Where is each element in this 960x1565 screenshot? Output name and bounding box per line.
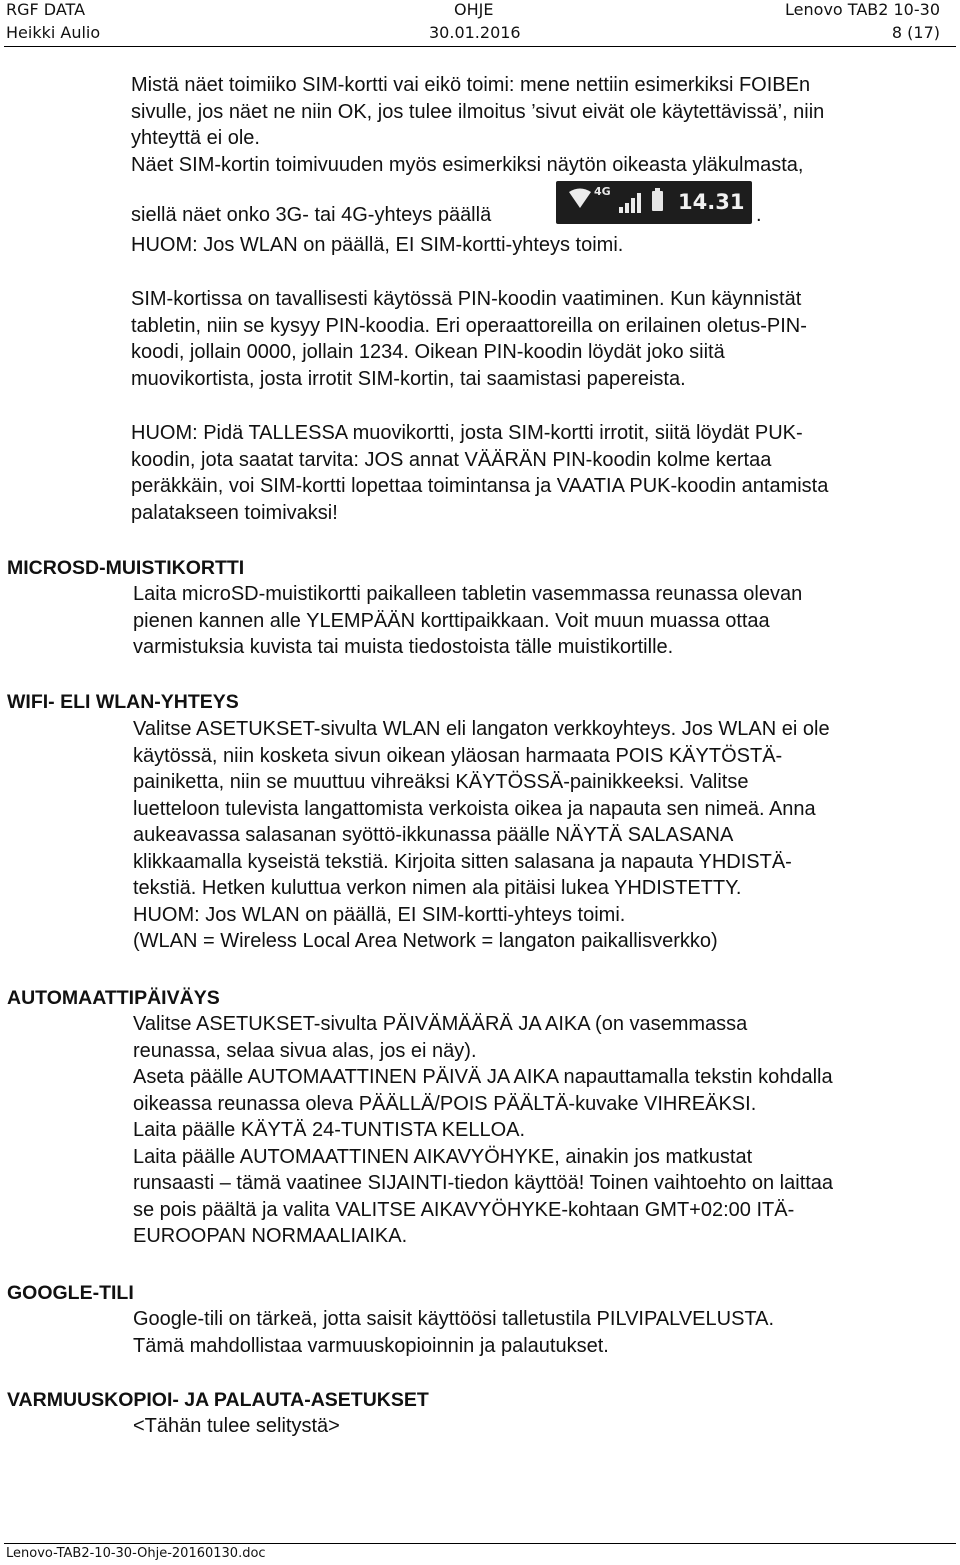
google-heading: GOOGLE-TILI bbox=[7, 1282, 134, 1304]
sim-status-text: siellä näet onko 3G- tai 4G-yhteys päällä bbox=[131, 204, 492, 226]
header-device: Lenovo TAB2 10-30 bbox=[785, 0, 940, 19]
microsd-text: Laita microSD-muistikortti paikalleen tabletin vasemmassa reunassa olevan pienen kannen alle YLEMPÄÄN korttipaikkaan. Voit muun muassa ottaa varmistuksia kuvista tai muista tiedostoista tälle muistikortille. bbox=[133, 583, 803, 658]
footer-divider bbox=[4, 1543, 956, 1544]
auto-date-text: Valitse ASETUKSET-sivulta PÄIVÄMÄÄRÄ JA AIKA (on vasemmassa reunassa, selaa sivua alas, jos ei näy). Aseta päälle AUTOMAATTINEN PÄIVÄ JA AIKA napauttamalla tekstin kohdalla oikeassa reunassa oleva PÄÄLLÄ/POIS PÄÄLTÄ-kuvake VIHREÄKSI. Laita päälle KÄYTÄ 24-TUNTISTA KELLOA. Laita päälle AUTOMAATTINEN AIKAVYÖHYKE, ainakin jos matkustat runsaasti – tämä vaatinee SIJAINTI-tiedon käyttöä! Toinen vaihtoehto on laittaa se pois päältä ja valita VALITSE AIKAVYÖHYKE-kohtaan GMT+02:00 ITÄ- EUROOPAN NORMAALIAIKA. bbox=[133, 1013, 834, 1247]
footer-filename: Lenovo-TAB2-10-30-Ohje-20160130.doc bbox=[6, 1546, 266, 1561]
backup-text: <Tähän tulee selitystä> bbox=[133, 1415, 340, 1437]
sim-intro-paragraph: Mistä näet toimiiko SIM-kortti vai eikö toimi: mene nettiin esimerkiksi FOIBEn sivulle, jos näet ne niin OK, jos tulee ilmoitus ’sivut eivät ole käytettävissä’, niin yhteyttä ei ole. Näet SIM-kortin toimivuuden myös esimerkiksi näytön oikeasta yläkulmasta, bbox=[131, 74, 825, 176]
battery-icon bbox=[652, 191, 663, 211]
header-divider bbox=[4, 46, 956, 47]
header-page-number: 8 (17) bbox=[891, 23, 940, 42]
auto-date-heading: AUTOMAATTIPÄIVÄYS bbox=[7, 987, 220, 1009]
signal-strength-icon bbox=[619, 193, 643, 213]
wifi-heading: WIFI- ELI WLAN-YHTEYS bbox=[7, 691, 239, 713]
header-author: Heikki Aulio bbox=[6, 23, 101, 42]
sim-wlan-note: HUOM: Jos WLAN on päällä, EI SIM-kortti-yhteys toimi. bbox=[131, 234, 624, 256]
network-type-label: 4G bbox=[594, 185, 611, 198]
sim-status-period: . bbox=[756, 204, 762, 226]
page-header bbox=[0, 0, 960, 48]
microsd-heading: MICROSD-MUISTIKORTTI bbox=[7, 557, 245, 579]
header-date: 30.01.2016 bbox=[429, 23, 521, 42]
wifi-text: Valitse ASETUKSET-sivulta WLAN eli langaton verkkoyhteys. Jos WLAN ei ole käytössä, niin kosketa sivun oikean yläosan harmaata POIS KÄYTÖSTÄ- painiketta, niin se muuttuu vihreäksi KÄYTÖSSÄ-painikkeeksi. Valitse luetteloon tulevista langattomista verkoista oikea ja napauta sen nimeä. Anna aukeavassa salasanan syöttö-ikkunassa päälle NÄYTÄ SALASANA klikkaamalla kyseistä tekstiä. Kirjoita sitten salasana ja napauta YHDISTÄ- tekstiä. Hetken kuluttua verkon nimen ala pitäisi lukea YHDISTETTY. HUOM: Jos WLAN on päällä, EI SIM-kortti-yhteys toimi. (WLAN = Wireless Local Area Network = langaton paikallisverkko) bbox=[133, 718, 830, 952]
backup-heading: VARMUUSKOPIOI- JA PALAUTA-ASETUKSET bbox=[7, 1389, 429, 1411]
status-clock: 14.31 bbox=[678, 190, 745, 214]
header-company: RGF DATA bbox=[6, 0, 86, 19]
wifi-icon bbox=[568, 188, 592, 210]
status-bar-image bbox=[556, 181, 752, 224]
sim-puk-warning: HUOM: Pidä TALLESSA muovikortti, josta SIM-kortti irrotit, siitä löydät PUK- koodin, jota saatat tarvita: JOS annat VÄÄRÄN PIN-koodin kolme kertaa peräkkäin, voi SIM-kortti lopettaa toimintansa ja VAATIA PUK-koodin antamista palatakseen toimivaksi! bbox=[131, 422, 829, 524]
sim-pin-paragraph: SIM-kortissa on tavallisesti käytössä PIN-koodin vaatiminen. Kun käynnistät tabletin, niin se kysyy PIN-koodia. Eri operaattoreilla on erilainen oletus-PIN- koodi, jollain 0000, jollain 1234. Oikean PIN-koodin löydät joko siitä muovikortista, josta irrotit SIM-kortin, tai saamistasi papereista. bbox=[131, 288, 807, 390]
header-doc-type: OHJE bbox=[454, 0, 494, 19]
sim-status-line bbox=[131, 202, 951, 229]
google-text: Google-tili on tärkeä, jotta saisit käyttöösi talletustila PILVIPALVELUSTA. Tämä mahdollistaa varmuuskopioinnin ja palautukset. bbox=[133, 1308, 775, 1357]
